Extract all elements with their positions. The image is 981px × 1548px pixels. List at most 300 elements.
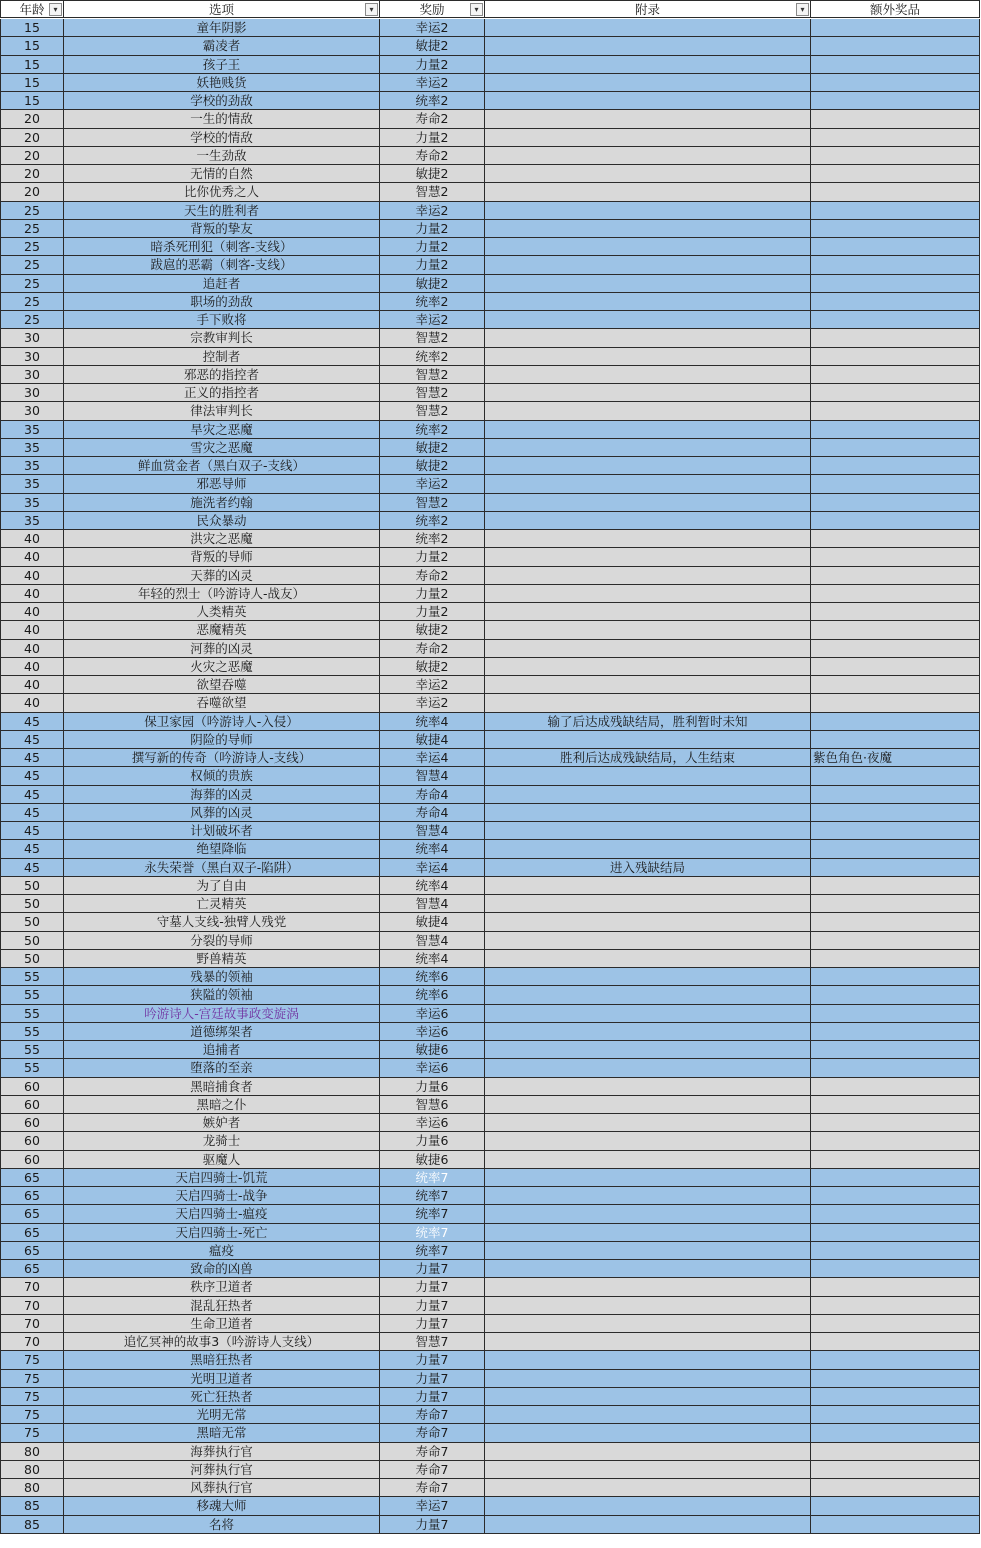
extra-prize-cell[interactable]	[811, 968, 980, 986]
option-cell[interactable]: 天启四骑士-死亡	[64, 1224, 380, 1242]
age-cell[interactable]: 35	[0, 439, 64, 457]
option-cell[interactable]: 为了自由	[64, 877, 380, 895]
header-appendix[interactable]	[485, 0, 811, 18]
reward-cell[interactable]: 寿命2	[380, 567, 485, 585]
extra-prize-cell[interactable]	[811, 950, 980, 968]
extra-prize-cell[interactable]	[811, 548, 980, 566]
filter-dropdown-icon[interactable]: ▾	[365, 3, 378, 16]
age-cell[interactable]: 45	[0, 786, 64, 804]
reward-cell[interactable]: 智慧4	[380, 895, 485, 913]
age-cell[interactable]: 55	[0, 1023, 64, 1041]
age-cell[interactable]: 75	[0, 1388, 64, 1406]
reward-cell[interactable]: 统率4	[380, 840, 485, 858]
extra-prize-cell[interactable]	[811, 1023, 980, 1041]
reward-cell[interactable]: 幸运4	[380, 859, 485, 877]
option-cell[interactable]: 亡灵精英	[64, 895, 380, 913]
reward-cell[interactable]: 统率6	[380, 986, 485, 1004]
appendix-cell[interactable]	[485, 1388, 811, 1406]
age-cell[interactable]: 70	[0, 1297, 64, 1315]
reward-cell[interactable]: 统率2	[380, 421, 485, 439]
extra-prize-cell[interactable]	[811, 165, 980, 183]
reward-cell[interactable]: 统率2	[380, 293, 485, 311]
age-cell[interactable]: 75	[0, 1370, 64, 1388]
extra-prize-cell[interactable]	[811, 840, 980, 858]
appendix-cell[interactable]	[485, 1351, 811, 1369]
appendix-cell[interactable]	[485, 877, 811, 895]
extra-prize-cell[interactable]	[811, 402, 980, 420]
age-cell[interactable]: 25	[0, 311, 64, 329]
option-cell[interactable]: 民众暴动	[64, 512, 380, 530]
extra-prize-cell[interactable]	[811, 913, 980, 931]
age-cell[interactable]: 40	[0, 548, 64, 566]
reward-cell[interactable]: 力量7	[380, 1351, 485, 1369]
appendix-cell[interactable]	[485, 1187, 811, 1205]
extra-prize-cell[interactable]	[811, 603, 980, 621]
option-cell[interactable]: 河葬的凶灵	[64, 640, 380, 658]
reward-cell[interactable]: 统率4	[380, 713, 485, 731]
extra-prize-cell[interactable]	[811, 329, 980, 347]
extra-prize-cell[interactable]	[811, 1333, 980, 1351]
appendix-cell[interactable]	[485, 694, 811, 712]
reward-cell[interactable]: 敏捷2	[380, 165, 485, 183]
option-cell[interactable]: 学校的情敌	[64, 129, 380, 147]
appendix-cell[interactable]	[485, 1424, 811, 1442]
reward-cell[interactable]: 统率6	[380, 968, 485, 986]
appendix-cell[interactable]	[485, 220, 811, 238]
age-cell[interactable]: 65	[0, 1205, 64, 1223]
appendix-cell[interactable]	[485, 1114, 811, 1132]
option-cell[interactable]: 跋扈的恶霸（刺客-支线）	[64, 256, 380, 274]
reward-cell[interactable]: 统率2	[380, 92, 485, 110]
extra-prize-cell[interactable]	[811, 1461, 980, 1479]
extra-prize-cell[interactable]	[811, 293, 980, 311]
option-cell[interactable]: 撰写新的传奇（吟游诗人-支线）	[64, 749, 380, 767]
reward-cell[interactable]: 智慧7	[380, 1333, 485, 1351]
reward-cell[interactable]: 力量6	[380, 1078, 485, 1096]
age-cell[interactable]: 55	[0, 1005, 64, 1023]
age-cell[interactable]: 20	[0, 110, 64, 128]
reward-cell[interactable]: 统率7	[380, 1242, 485, 1260]
age-cell[interactable]: 45	[0, 822, 64, 840]
reward-cell[interactable]: 统率2	[380, 512, 485, 530]
option-cell[interactable]: 天启四骑士-瘟疫	[64, 1205, 380, 1223]
age-cell[interactable]: 30	[0, 329, 64, 347]
option-cell[interactable]: 洪灾之恶魔	[64, 530, 380, 548]
age-cell[interactable]: 85	[0, 1497, 64, 1515]
extra-prize-cell[interactable]	[811, 1260, 980, 1278]
option-cell[interactable]: 海葬的凶灵	[64, 786, 380, 804]
reward-cell[interactable]: 力量2	[380, 238, 485, 256]
age-cell[interactable]: 65	[0, 1187, 64, 1205]
extra-prize-cell[interactable]	[811, 1041, 980, 1059]
reward-cell[interactable]: 力量2	[380, 256, 485, 274]
extra-prize-cell[interactable]	[811, 348, 980, 366]
age-cell[interactable]: 70	[0, 1315, 64, 1333]
extra-prize-cell[interactable]	[811, 658, 980, 676]
extra-prize-cell[interactable]	[811, 640, 980, 658]
reward-cell[interactable]: 幸运6	[380, 1114, 485, 1132]
extra-prize-cell[interactable]	[811, 311, 980, 329]
option-cell[interactable]: 阴险的导师	[64, 731, 380, 749]
extra-prize-cell[interactable]	[811, 457, 980, 475]
appendix-cell[interactable]	[485, 1242, 811, 1260]
header-extra-prize[interactable]	[811, 0, 980, 18]
extra-prize-cell[interactable]	[811, 110, 980, 128]
reward-cell[interactable]: 幸运2	[380, 311, 485, 329]
reward-cell[interactable]: 敏捷2	[380, 621, 485, 639]
extra-prize-cell[interactable]	[811, 713, 980, 731]
appendix-cell[interactable]	[485, 676, 811, 694]
option-cell[interactable]: 旱灾之恶魔	[64, 421, 380, 439]
appendix-cell[interactable]	[485, 585, 811, 603]
extra-prize-cell[interactable]	[811, 1479, 980, 1497]
reward-cell[interactable]: 力量7	[380, 1516, 485, 1534]
age-cell[interactable]: 55	[0, 968, 64, 986]
age-cell[interactable]: 60	[0, 1114, 64, 1132]
reward-cell[interactable]: 统率7	[380, 1224, 485, 1242]
reward-cell[interactable]: 统率2	[380, 348, 485, 366]
appendix-cell[interactable]	[485, 1516, 811, 1534]
reward-cell[interactable]: 幸运6	[380, 1023, 485, 1041]
age-cell[interactable]: 45	[0, 749, 64, 767]
reward-cell[interactable]: 智慧2	[380, 366, 485, 384]
appendix-cell[interactable]	[485, 1096, 811, 1114]
appendix-cell[interactable]	[485, 731, 811, 749]
option-cell[interactable]: 野兽精英	[64, 950, 380, 968]
appendix-cell[interactable]	[485, 950, 811, 968]
appendix-cell[interactable]	[485, 1005, 811, 1023]
appendix-cell[interactable]	[485, 56, 811, 74]
appendix-cell[interactable]	[485, 366, 811, 384]
age-cell[interactable]: 60	[0, 1132, 64, 1150]
option-cell[interactable]: 风葬的凶灵	[64, 804, 380, 822]
appendix-cell[interactable]	[485, 293, 811, 311]
age-cell[interactable]: 85	[0, 1516, 64, 1534]
option-cell[interactable]: 致命的凶兽	[64, 1260, 380, 1278]
option-cell[interactable]: 一生的情敌	[64, 110, 380, 128]
appendix-cell[interactable]	[485, 1443, 811, 1461]
reward-cell[interactable]: 智慧4	[380, 932, 485, 950]
extra-prize-cell[interactable]	[811, 1497, 980, 1515]
age-cell[interactable]: 50	[0, 877, 64, 895]
extra-prize-cell[interactable]	[811, 859, 980, 877]
option-cell[interactable]: 名将	[64, 1516, 380, 1534]
extra-prize-cell[interactable]	[811, 932, 980, 950]
appendix-cell[interactable]	[485, 238, 811, 256]
appendix-cell[interactable]	[485, 1205, 811, 1223]
appendix-cell[interactable]	[485, 1078, 811, 1096]
appendix-cell[interactable]	[485, 548, 811, 566]
option-cell[interactable]: 火灾之恶魔	[64, 658, 380, 676]
reward-cell[interactable]: 寿命2	[380, 110, 485, 128]
appendix-cell[interactable]	[485, 74, 811, 92]
reward-cell[interactable]: 统率4	[380, 877, 485, 895]
extra-prize-cell[interactable]	[811, 147, 980, 165]
reward-cell[interactable]: 寿命7	[380, 1424, 485, 1442]
extra-prize-cell[interactable]	[811, 585, 980, 603]
age-cell[interactable]: 65	[0, 1242, 64, 1260]
appendix-cell[interactable]	[485, 457, 811, 475]
filter-dropdown-icon[interactable]: ▾	[796, 3, 809, 16]
appendix-cell[interactable]	[485, 129, 811, 147]
age-cell[interactable]: 80	[0, 1479, 64, 1497]
appendix-cell[interactable]	[485, 603, 811, 621]
reward-cell[interactable]: 力量7	[380, 1260, 485, 1278]
option-cell[interactable]: 霸凌者	[64, 37, 380, 55]
age-cell[interactable]: 40	[0, 621, 64, 639]
extra-prize-cell[interactable]	[811, 256, 980, 274]
extra-prize-cell[interactable]	[811, 19, 980, 37]
age-cell[interactable]: 40	[0, 676, 64, 694]
appendix-cell[interactable]	[485, 421, 811, 439]
option-cell[interactable]: 保卫家园（吟游诗人-入侵）	[64, 713, 380, 731]
age-cell[interactable]: 75	[0, 1406, 64, 1424]
age-cell[interactable]: 40	[0, 585, 64, 603]
appendix-cell[interactable]	[485, 786, 811, 804]
reward-cell[interactable]: 力量2	[380, 220, 485, 238]
appendix-cell[interactable]	[485, 183, 811, 201]
appendix-cell[interactable]	[485, 165, 811, 183]
reward-cell[interactable]: 幸运2	[380, 676, 485, 694]
header-reward[interactable]	[380, 0, 485, 18]
appendix-cell[interactable]	[485, 202, 811, 220]
appendix-cell[interactable]	[485, 913, 811, 931]
appendix-cell[interactable]	[485, 1297, 811, 1315]
appendix-cell[interactable]	[485, 767, 811, 785]
age-cell[interactable]: 20	[0, 183, 64, 201]
extra-prize-cell[interactable]	[811, 56, 980, 74]
header-age[interactable]	[0, 0, 64, 18]
option-cell[interactable]: 年轻的烈士（吟游诗人-战友）	[64, 585, 380, 603]
age-cell[interactable]: 50	[0, 895, 64, 913]
option-cell[interactable]: 恶魔精英	[64, 621, 380, 639]
age-cell[interactable]: 25	[0, 275, 64, 293]
extra-prize-cell[interactable]	[811, 804, 980, 822]
reward-cell[interactable]: 寿命2	[380, 147, 485, 165]
extra-prize-cell[interactable]	[811, 676, 980, 694]
extra-prize-cell[interactable]	[811, 494, 980, 512]
reward-cell[interactable]: 敏捷2	[380, 457, 485, 475]
age-cell[interactable]: 45	[0, 731, 64, 749]
appendix-cell[interactable]	[485, 1497, 811, 1515]
extra-prize-cell[interactable]	[811, 1005, 980, 1023]
age-cell[interactable]: 25	[0, 238, 64, 256]
extra-prize-cell[interactable]	[811, 1114, 980, 1132]
extra-prize-cell[interactable]	[811, 1315, 980, 1333]
extra-prize-cell[interactable]	[811, 1516, 980, 1534]
option-cell[interactable]: 宗教审判长	[64, 329, 380, 347]
option-cell[interactable]: 欲望吞噬	[64, 676, 380, 694]
age-cell[interactable]: 20	[0, 129, 64, 147]
appendix-cell[interactable]	[485, 475, 811, 493]
option-cell[interactable]: 堕落的至亲	[64, 1059, 380, 1077]
option-cell[interactable]: 风葬执行官	[64, 1479, 380, 1497]
extra-prize-cell[interactable]	[811, 37, 980, 55]
age-cell[interactable]: 45	[0, 713, 64, 731]
option-cell[interactable]: 黑暗无常	[64, 1424, 380, 1442]
appendix-cell[interactable]	[485, 1333, 811, 1351]
reward-cell[interactable]: 敏捷6	[380, 1041, 485, 1059]
reward-cell[interactable]: 寿命7	[380, 1443, 485, 1461]
option-cell[interactable]: 鲜血赏金者（黑白双子-支线）	[64, 457, 380, 475]
extra-prize-cell[interactable]	[811, 1132, 980, 1150]
age-cell[interactable]: 50	[0, 950, 64, 968]
reward-cell[interactable]: 力量7	[380, 1370, 485, 1388]
appendix-cell[interactable]	[485, 822, 811, 840]
extra-prize-cell[interactable]	[811, 1242, 980, 1260]
option-cell[interactable]: 一生劲敌	[64, 147, 380, 165]
extra-prize-cell[interactable]	[811, 877, 980, 895]
appendix-cell[interactable]	[485, 986, 811, 1004]
option-cell[interactable]: 人类精英	[64, 603, 380, 621]
extra-prize-cell[interactable]	[811, 421, 980, 439]
option-cell[interactable]: 施洗者约翰	[64, 494, 380, 512]
reward-cell[interactable]: 敏捷2	[380, 37, 485, 55]
age-cell[interactable]: 30	[0, 348, 64, 366]
option-cell[interactable]: 手下败将	[64, 311, 380, 329]
reward-cell[interactable]: 幸运6	[380, 1005, 485, 1023]
appendix-cell[interactable]	[485, 1023, 811, 1041]
age-cell[interactable]: 65	[0, 1260, 64, 1278]
appendix-cell[interactable]	[485, 968, 811, 986]
reward-cell[interactable]: 智慧6	[380, 1096, 485, 1114]
reward-cell[interactable]: 力量2	[380, 548, 485, 566]
age-cell[interactable]: 60	[0, 1078, 64, 1096]
appendix-cell[interactable]	[485, 1315, 811, 1333]
age-cell[interactable]: 20	[0, 165, 64, 183]
age-cell[interactable]: 25	[0, 293, 64, 311]
reward-cell[interactable]: 智慧4	[380, 822, 485, 840]
age-cell[interactable]: 50	[0, 913, 64, 931]
age-cell[interactable]: 50	[0, 932, 64, 950]
extra-prize-cell[interactable]	[811, 1096, 980, 1114]
option-cell[interactable]: 追忆冥神的故事3（吟游诗人支线）	[64, 1333, 380, 1351]
age-cell[interactable]: 60	[0, 1096, 64, 1114]
age-cell[interactable]: 70	[0, 1333, 64, 1351]
option-cell[interactable]: 背叛的导师	[64, 548, 380, 566]
option-cell[interactable]: 律法审判长	[64, 402, 380, 420]
reward-cell[interactable]: 幸运2	[380, 74, 485, 92]
option-cell[interactable]: 分裂的导师	[64, 932, 380, 950]
age-cell[interactable]: 25	[0, 202, 64, 220]
age-cell[interactable]: 45	[0, 840, 64, 858]
age-cell[interactable]: 35	[0, 421, 64, 439]
age-cell[interactable]: 45	[0, 804, 64, 822]
extra-prize-cell[interactable]	[811, 621, 980, 639]
reward-cell[interactable]: 寿命4	[380, 786, 485, 804]
option-cell[interactable]: 天启四骑士-战争	[64, 1187, 380, 1205]
reward-cell[interactable]: 力量2	[380, 585, 485, 603]
extra-prize-cell[interactable]	[811, 183, 980, 201]
reward-cell[interactable]: 幸运2	[380, 19, 485, 37]
age-cell[interactable]: 35	[0, 512, 64, 530]
reward-cell[interactable]: 敏捷2	[380, 275, 485, 293]
appendix-cell[interactable]	[485, 1151, 811, 1169]
age-cell[interactable]: 15	[0, 74, 64, 92]
option-cell[interactable]: 暗杀死刑犯（刺客-支线）	[64, 238, 380, 256]
age-cell[interactable]: 65	[0, 1169, 64, 1187]
option-cell[interactable]: 黑暗狂热者	[64, 1351, 380, 1369]
appendix-cell[interactable]	[485, 932, 811, 950]
appendix-cell[interactable]	[485, 1260, 811, 1278]
extra-prize-cell[interactable]	[811, 1388, 980, 1406]
age-cell[interactable]: 40	[0, 530, 64, 548]
option-cell[interactable]: 黑暗之仆	[64, 1096, 380, 1114]
appendix-cell[interactable]	[485, 147, 811, 165]
appendix-cell[interactable]	[485, 329, 811, 347]
appendix-cell[interactable]	[485, 256, 811, 274]
option-cell[interactable]: 职场的劲敌	[64, 293, 380, 311]
reward-cell[interactable]: 幸运2	[380, 202, 485, 220]
option-cell[interactable]: 光明卫道者	[64, 1370, 380, 1388]
age-cell[interactable]: 55	[0, 986, 64, 1004]
age-cell[interactable]: 40	[0, 694, 64, 712]
extra-prize-cell[interactable]	[811, 366, 980, 384]
option-cell[interactable]: 绝望降临	[64, 840, 380, 858]
age-cell[interactable]: 80	[0, 1443, 64, 1461]
age-cell[interactable]: 40	[0, 567, 64, 585]
option-cell[interactable]: 死亡狂热者	[64, 1388, 380, 1406]
option-cell[interactable]: 雪灾之恶魔	[64, 439, 380, 457]
reward-cell[interactable]: 敏捷4	[380, 913, 485, 931]
option-cell[interactable]: 控制者	[64, 348, 380, 366]
option-cell[interactable]: 河葬执行官	[64, 1461, 380, 1479]
age-cell[interactable]: 30	[0, 402, 64, 420]
option-cell[interactable]: 光明无常	[64, 1406, 380, 1424]
appendix-cell[interactable]: 进入残缺结局	[485, 859, 811, 877]
option-cell[interactable]: 比你优秀之人	[64, 183, 380, 201]
extra-prize-cell[interactable]	[811, 1351, 980, 1369]
appendix-cell[interactable]: 输了后达成残缺结局，胜利暂时未知	[485, 713, 811, 731]
age-cell[interactable]: 30	[0, 384, 64, 402]
extra-prize-cell[interactable]	[811, 1443, 980, 1461]
age-cell[interactable]: 55	[0, 1059, 64, 1077]
extra-prize-cell[interactable]	[811, 1406, 980, 1424]
reward-cell[interactable]: 寿命7	[380, 1461, 485, 1479]
appendix-cell[interactable]	[485, 530, 811, 548]
extra-prize-cell[interactable]	[811, 74, 980, 92]
reward-cell[interactable]: 力量2	[380, 603, 485, 621]
appendix-cell[interactable]	[485, 92, 811, 110]
appendix-cell[interactable]	[485, 19, 811, 37]
reward-cell[interactable]: 幸运2	[380, 694, 485, 712]
extra-prize-cell[interactable]	[811, 275, 980, 293]
age-cell[interactable]: 75	[0, 1424, 64, 1442]
option-cell[interactable]: 瘟疫	[64, 1242, 380, 1260]
extra-prize-cell[interactable]	[811, 822, 980, 840]
age-cell[interactable]: 65	[0, 1224, 64, 1242]
reward-cell[interactable]: 统率7	[380, 1205, 485, 1223]
age-cell[interactable]: 25	[0, 220, 64, 238]
appendix-cell[interactable]	[485, 621, 811, 639]
age-cell[interactable]: 15	[0, 56, 64, 74]
extra-prize-cell[interactable]	[811, 475, 980, 493]
filter-dropdown-icon[interactable]: ▾	[49, 3, 62, 16]
age-cell[interactable]: 15	[0, 92, 64, 110]
extra-prize-cell[interactable]	[811, 439, 980, 457]
appendix-cell[interactable]	[485, 1461, 811, 1479]
appendix-cell[interactable]	[485, 110, 811, 128]
option-cell[interactable]: 海葬执行官	[64, 1443, 380, 1461]
option-cell[interactable]: 守墓人支线-独臂人残党	[64, 913, 380, 931]
option-cell[interactable]: 移魂大师	[64, 1497, 380, 1515]
reward-cell[interactable]: 力量7	[380, 1297, 485, 1315]
reward-cell[interactable]: 智慧2	[380, 402, 485, 420]
extra-prize-cell[interactable]	[811, 731, 980, 749]
extra-prize-cell[interactable]	[811, 1205, 980, 1223]
option-cell[interactable]: 永失荣誉（黑白双子-陷阱）	[64, 859, 380, 877]
age-cell[interactable]: 40	[0, 658, 64, 676]
